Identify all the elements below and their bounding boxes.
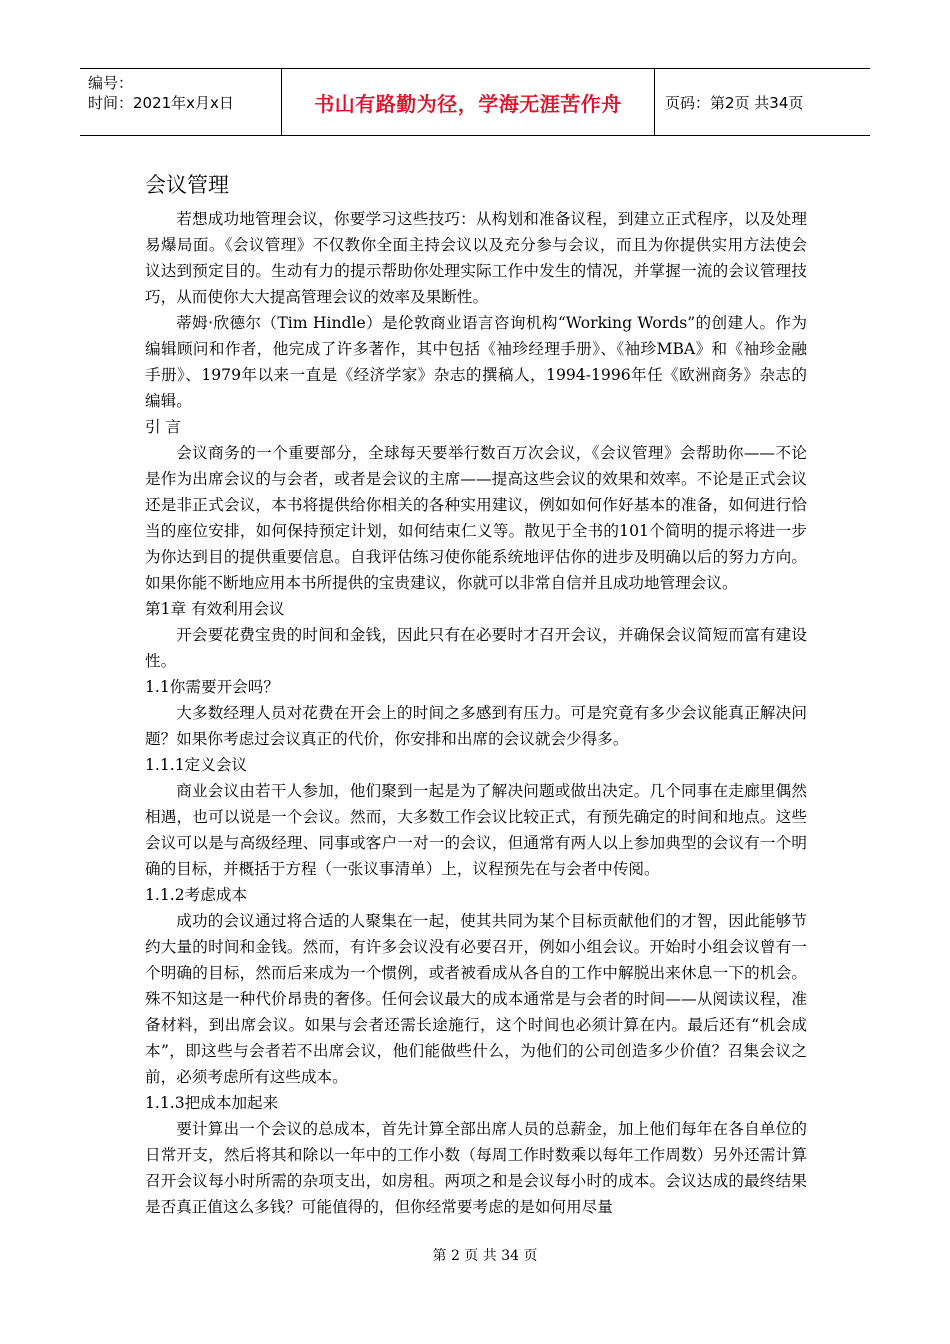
body-paragraph: 开会要花费宝贵的时间和金钱，因此只有在必要时才召开会议，并确保会议简短而富有建设性。 — [145, 626, 807, 670]
body-paragraph: 蒂姆·欣德尔（Tim Hindle）是伦敦商业语言咨询机构“Working Words”的创建人。作为编辑顾问和作者，他完成了许多著作，其中包括《袖珍经理手册》、《袖珍MBA》和《袖珍金融手册》、1979年以来一直是《经济学家》杂志的撰稿人，1994-1996年任《欧洲商务》杂志的编辑。 — [145, 314, 807, 410]
section-heading: 1.1你需要开会吗？ — [145, 678, 279, 696]
header-page-cell — [655, 69, 870, 135]
document-body — [145, 170, 807, 1220]
body-paragraph: 要计算出一个会议的总成本，首先计算全部出席人员的总薪金，加上他们每年在各自单位的日常开支，然后将其和除以一年中的工作小数（每周工作时数乘以每年工作周数）另外还需计算召开会议每小时所需的杂项支出，如房租。两项之和是会议每小时的成本。会议达成的最终结果是否真正值这么多钱？可能值得的，但你经常要考虑的是如何用尽量 — [145, 1120, 807, 1216]
header-table — [80, 68, 870, 136]
section-heading: 第1章 有效利用会议 — [145, 600, 285, 618]
header-page-number: 页码：第2页 共34页 — [665, 93, 804, 112]
header-motto-cell — [282, 69, 655, 135]
body-paragraph: 商业会议由若干人参加，他们聚到一起是为了解决问题或做出决定。几个同事在走廊里偶然相遇，也可以说是一个会议。然而，大多数工作会议比较正式，有预先确定的时间和地点。这些会议可以是与高级经理、同事或客户一对一的会议，但通常有两人以上参加典型的会议有一个明确的目标，并概括于方程（一张议事清单）上，议程预先在与会者中传阅。 — [145, 782, 807, 878]
section-heading: 1.1.2考虑成本 — [145, 886, 248, 904]
body-paragraph: 若想成功地管理会议，你要学习这些技巧：从构划和准备议程，到建立正式程序，以及处理易爆局面。《会议管理》不仅教你全面主持会议以及充分参与会议，而且为你提供实用方法使会议达到预定目的。生动有力的提示帮助你处理实际工作中发生的情况，并掌握一流的会议管理技巧，从而使你大大提高管理会议的效率及果断性。 — [145, 210, 807, 306]
section-heading: 1.1.3把成本加起来 — [145, 1094, 279, 1112]
body-paragraph: 大多数经理人员对花费在开会上的时间之多感到有压力。可是究竟有多少会议能真正解决问题？如果你考虑过会议真正的代价，你安排和出席的会议就会少得多。 — [145, 704, 807, 748]
document-date-label: 时间：2021年x月x日 — [88, 94, 234, 112]
document-number-label: 编号： — [88, 74, 134, 92]
section-heading: 引 言 — [145, 418, 182, 436]
document-title: 会议管理 — [145, 173, 229, 197]
body-paragraph: 成功的会议通过将合适的人聚集在一起，使其共同为某个目标贡献他们的才智，因此能够节约大量的时间和金钱。然而，有许多会议没有必要召开，例如小组会议。开始时小组会议曾有一个明确的目标，然而后来成为一个惯例，或者被看成从各自的工作中解脱出来休息一下的机会。殊不知这是一种代价昂贵的奢侈。任何会议最大的成本通常是与会者的时间——从阅读议程，准备材料，到出席会议。如果与会者还需长途施行，这个时间也必须计算在内。最后还有“机会成本”，即这些与会者若不出席会议，他们能做些什么，为他们的公司创造多少价值？召集会议之前，必须考虑所有这些成本。 — [145, 912, 807, 1086]
document-blocks — [145, 206, 807, 1220]
section-heading: 1.1.1定义会议 — [145, 756, 248, 774]
page-footer: 第 2 页 共 34 页 — [432, 1248, 538, 1264]
body-paragraph: 会议商务的一个重要部分，全球每天要举行数百万次会议，《会议管理》会帮助你——不论是作为出席会议的与会者，或者是会议的主席——提高这些会议的效果和效率。不论是正式会议还是非正式会议，本书将提供给你相关的各种实用建议，例如如何作好基本的准备，如何进行恰当的座位安排，如何保持预定计划，如何结束仁义等。散见于全书的101个简明的提示将进一步为你达到目的提供重要信息。自我评估练习使你能系统地评估你的进步及明确以后的努力方向。如果你能不断地应用本书所提供的宝贵建议，你就可以非常自信并且成功地管理会议。 — [145, 444, 807, 592]
header-info-cell — [80, 69, 282, 135]
header-motto: 书山有路勤为径，学海无涯苦作舟 — [314, 91, 622, 116]
